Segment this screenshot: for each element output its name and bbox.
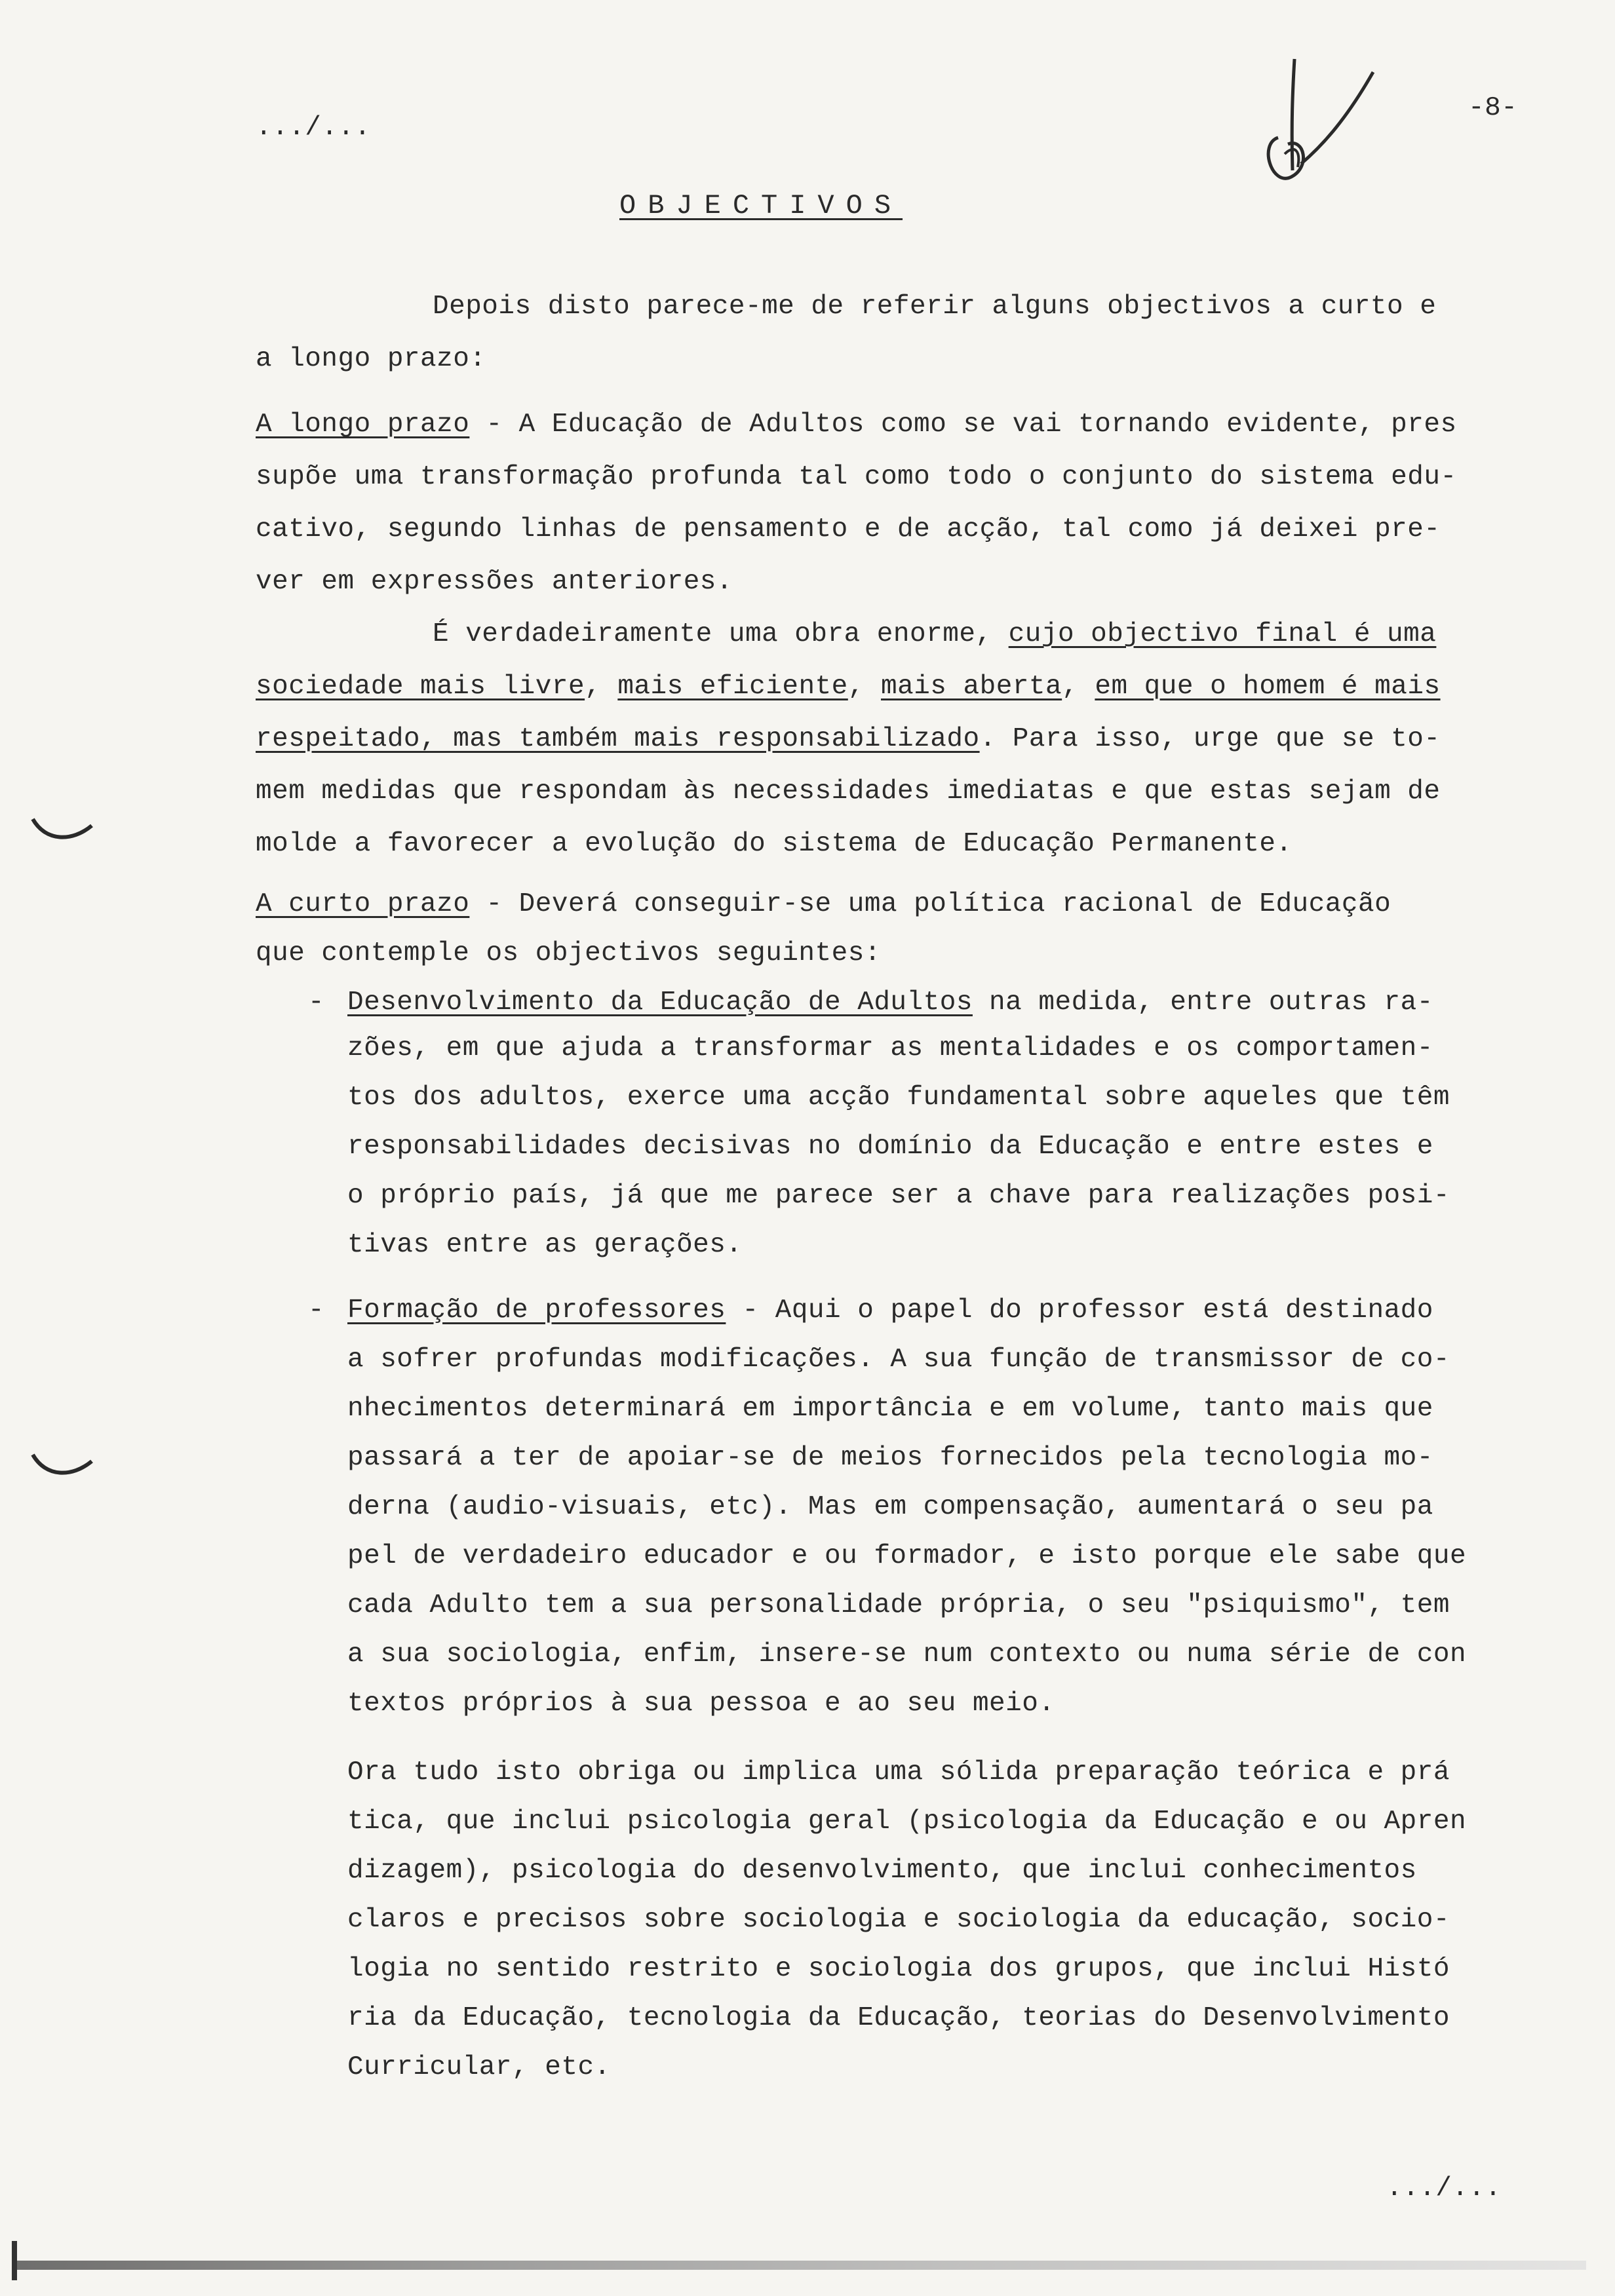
para3-line-5: logia no sentido restrito e sociologia dos grupos, que inclui Histó [347, 1954, 1450, 1984]
bullet-2-line-9: textos próprios à sua pessoa e ao seu meio. [347, 1689, 1055, 1719]
bullet-2-line-8: a sua sociologia, enfim, insere-se num contexto ou numa série de con [347, 1639, 1467, 1670]
bullet-2-line-5: derna (audio-visuais, etc). Mas em compensação, aumentará o seu pa [347, 1492, 1433, 1522]
continuation-bottom: .../... [1386, 2173, 1502, 2204]
bullet-2-line-1-text: - Aqui o papel do professor está destinado [726, 1295, 1433, 1326]
scan-edge-mark [12, 2241, 17, 2280]
short-term-line-1-text: - Deverá conseguir-se uma política racional de Educação [469, 889, 1391, 919]
scan-edge-strip [13, 2261, 1586, 2270]
underlined-more-open: mais aberta [881, 672, 1062, 702]
para2-line-1 [433, 608, 1436, 660]
bullet-1-line-1-text: na medida, entre outras ra- [972, 987, 1433, 1018]
para2-line-2 [256, 660, 1441, 713]
intro-line-2: a longo prazo: [256, 344, 486, 374]
para3-line-2: tica, que inclui psicologia geral (psicologia da Educação e ou Apren [347, 1807, 1467, 1837]
underlined-responsabilized: respeitado, mas também mais responsabilizado [256, 724, 980, 754]
para3-line-4: claros e precisos sobre sociologia e sociologia da educação, socio- [347, 1905, 1450, 1935]
para3-line-1: Ora tudo isto obriga ou implica uma sólida preparação teórica e prá [347, 1757, 1450, 1788]
para2-line-3-text: . Para isso, urge que se to- [979, 724, 1441, 754]
bullet-2-line-1 [347, 1284, 1433, 1337]
long-term-label: A longo prazo [256, 410, 470, 440]
bullet-2-line-7: cada Adulto tem a sua personalidade própria, o seu "psiquismo", tem [347, 1590, 1450, 1620]
para2-line-1-text: É verdadeiramente uma obra enorme, [433, 619, 1009, 649]
bullet-1-heading: Desenvolvimento da Educação de Adultos [347, 987, 973, 1018]
para3-line-3: dizagem), psicologia do desenvolvimento, que inclui conhecimentos [347, 1856, 1417, 1886]
intro-line-1: Depois disto parece-me de referir alguns objectivos a curto e [433, 292, 1437, 322]
short-term-label: A curto prazo [256, 889, 470, 919]
para3-line-6: ria da Educação, tecnologia da Educação, teorias do Desenvolvimento [347, 2003, 1450, 2033]
binder-hole-shadow [26, 1442, 98, 1487]
separator: , [1062, 672, 1095, 702]
para2-line-4: mem medidas que respondam às necessidades imediatas e que estas sejam de [256, 776, 1441, 807]
underlined-more-efficient: mais eficiente [617, 672, 848, 702]
handwritten-initials-mark [1232, 46, 1383, 197]
bullet-1-line-6: tivas entre as gerações. [347, 1230, 743, 1260]
bullet-2-line-2: a sofrer profundas modificações. A sua função de transmissor de co- [347, 1345, 1450, 1375]
para2-underlined-final-objective: cujo objectivo final é uma [1008, 619, 1437, 649]
bullet-1-dash: - [308, 987, 325, 1018]
page-title: OBJECTIVOS [619, 190, 903, 221]
para3-line-7: Curricular, etc. [347, 2052, 611, 2082]
para2-line-3 [256, 713, 1441, 765]
bullet-2-line-6: pel de verdadeiro educador e ou formador, e isto porque ele sabe que [347, 1541, 1467, 1571]
long-term-line-3: cativo, segundo linhas de pensamento e de acção, tal como já deixei pre- [256, 514, 1441, 545]
bullet-2-line-4: passará a ter de apoiar-se de meios fornecidos pela tecnologia mo- [347, 1443, 1433, 1473]
long-term-line-1 [256, 398, 1457, 451]
separator: , [585, 672, 618, 702]
bullet-1-line-5: o próprio país, já que me parece ser a chave para realizações posi- [347, 1181, 1450, 1211]
bullet-1-line-2: zões, em que ajuda a transformar as mentalidades e os comportamen- [347, 1033, 1433, 1063]
binder-hole-shadow [26, 806, 98, 852]
para2-line-5: molde a favorecer a evolução do sistema de Educação Permanente. [256, 829, 1293, 859]
underlined-freer-society: sociedade mais livre [256, 672, 585, 702]
bullet-2-dash: - [308, 1295, 325, 1326]
page-number: -8- [1468, 93, 1518, 123]
long-term-line-4: ver em expressões anteriores. [256, 567, 733, 597]
bullet-1-line-3: tos dos adultos, exerce uma acção fundamental sobre aqueles que têm [347, 1082, 1450, 1113]
bullet-2-line-3: nhecimentos determinará em importância e em volume, tanto mais que [347, 1394, 1433, 1424]
bullet-1-line-1 [347, 976, 1433, 1029]
short-term-line-1 [256, 878, 1391, 930]
short-term-line-2: que contemple os objectivos seguintes: [256, 938, 881, 968]
separator: , [847, 672, 881, 702]
continuation-top: .../... [256, 113, 371, 143]
bullet-1-line-4: responsabilidades decisivas no domínio da Educação e entre estes e [347, 1132, 1433, 1162]
long-term-line-1-text: - A Educação de Adultos como se vai tornando evidente, pres [469, 410, 1457, 440]
underlined-man-respected: em que o homem é mais [1095, 672, 1441, 702]
bullet-2-heading: Formação de professores [347, 1295, 726, 1326]
long-term-line-2: supõe uma transformação profunda tal como todo o conjunto do sistema edu- [256, 462, 1457, 492]
